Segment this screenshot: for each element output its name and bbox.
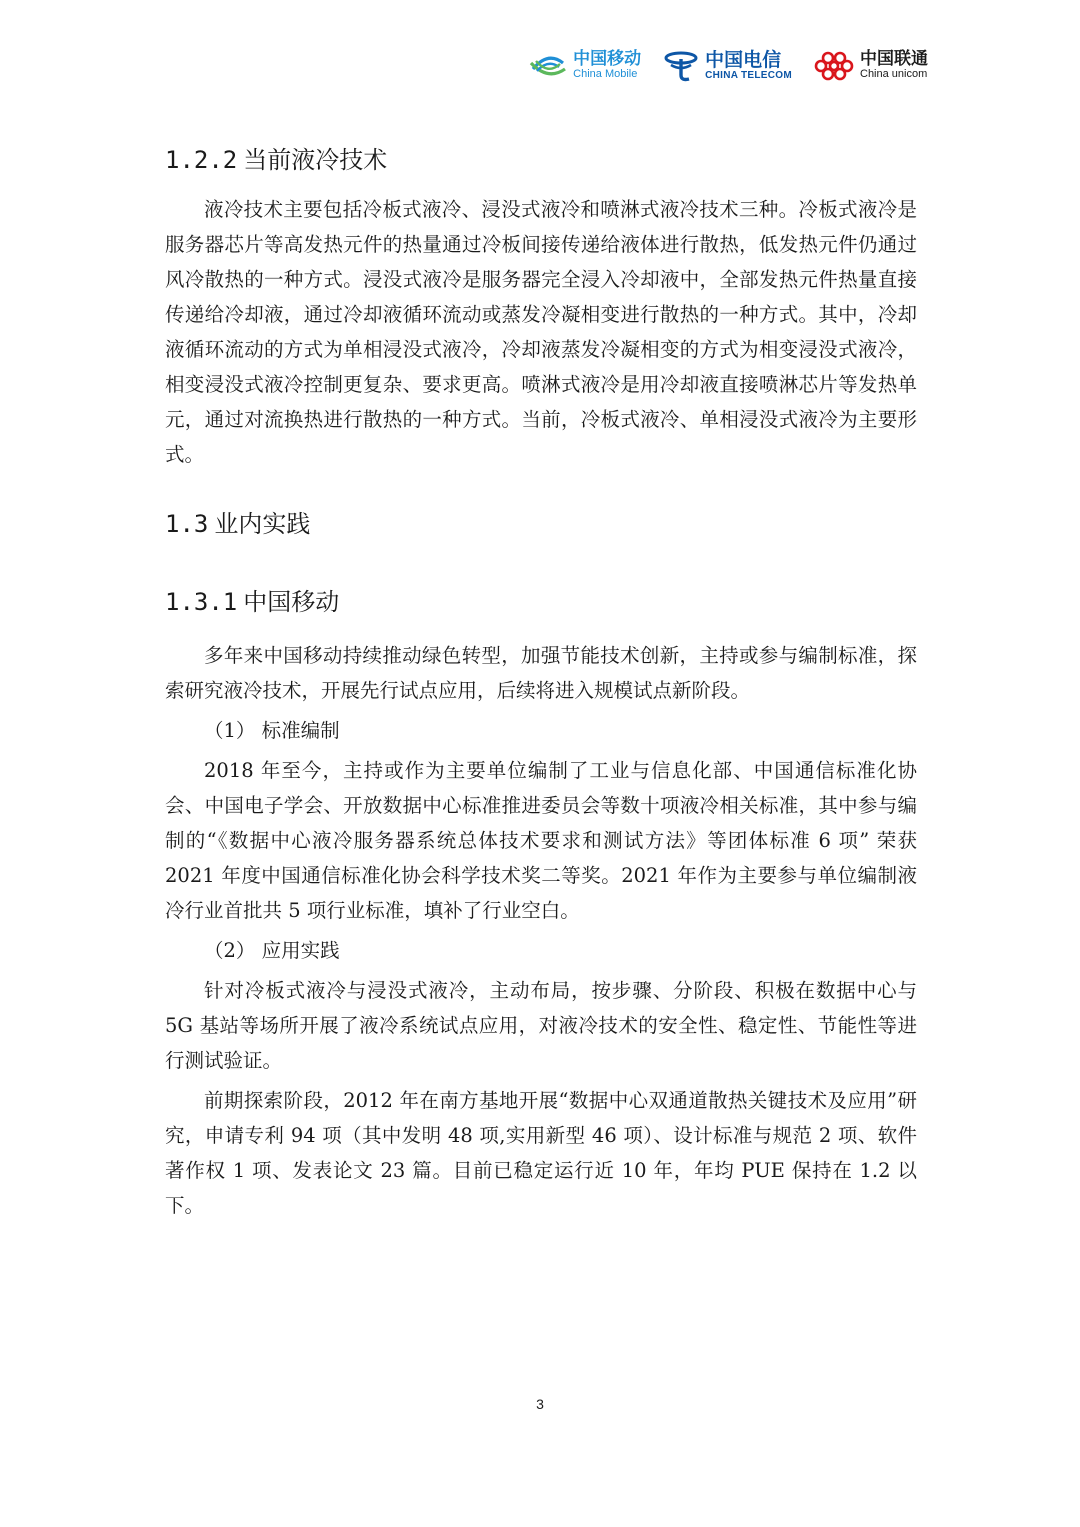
- section-number: 1.2.2: [165, 146, 238, 174]
- paragraph-liquid-cooling: 液冷技术主要包括冷板式液冷、浸没式液冷和喷淋式液冷技术三种。冷板式液冷是服务器芯片等高发热元件的热量通过冷板间接传递给液体进行散热，低发热元件仍通过风冷散热的一种方式。浸没式液冷是服务器完全浸入冷却液中，全部发热元件热量直接传递给冷却液，通过冷却液循环流动或蒸发冷凝相变进行散热的一种方式。其中，冷却液循环流动的方式为单相浸没式液冷，冷却液蒸发冷凝相变的方式为相变浸没式液冷，相变浸没式液冷控制更复杂、要求更高。喷淋式液冷是用冷却液直接喷淋芯片等发热单元，通过对流换热进行散热的一种方式。当前，冷板式液冷、单相浸没式液冷为主要形式。: [165, 198, 917, 466]
- document-body: [165, 140, 917, 1223]
- china-mobile-logo: [529, 49, 641, 83]
- section-title: 当前液冷技术: [243, 146, 388, 174]
- china-unicom-logo-icon: [814, 48, 854, 84]
- china-telecom-name-en: CHINA TELECOM: [705, 69, 792, 81]
- china-unicom-name-cn: 中国联通: [860, 49, 928, 70]
- paragraph-intro: 多年来中国移动持续推动绿色转型，加强节能技术创新，主持或参与编制标准，探索研究液冷技术，开展先行试点应用，后续将进入规模试点新阶段。: [165, 644, 917, 702]
- section-heading-1-3-1: [165, 582, 917, 622]
- subheading-application: （2） 应用实践: [204, 939, 340, 962]
- china-telecom-logo-icon: [663, 49, 699, 83]
- paragraph-application-2: 前期探索阶段，2012 年在南方基地开展“数据中心双通道散热关键技术及应用”研究，申请专利 94 项（其中发明 48 项,实用新型 46 项）、设计标准与规范 2 项、软件著作权 1 项、发表论文 23 篇。目前已稳定运行近 10 年，年均 PUE 保持在 1.2 以下。: [165, 1089, 917, 1217]
- china-unicom-logo: [814, 48, 928, 84]
- page-number: 3: [536, 1396, 544, 1412]
- china-mobile-name-cn: 中国移动: [573, 49, 642, 70]
- section-heading-1-2-2: [165, 140, 917, 180]
- section-title: 中国移动: [243, 588, 340, 616]
- paragraph-standards: 2018 年至今，主持或作为主要单位编制了工业与信息化部、中国通信标准化协会、中国电子学会、开放数据中心标准推进委员会等数十项液冷相关标准，其中参与编制的“《数据中心液冷服务器系统总体技术要求和测试方法》等团体标准 6 项” 荣获 2021 年度中国通信标准化协会科学技术奖二等奖。2021 年作为主要参与单位编制液冷行业首批共 5 项行业标准，填补了行业空白。: [165, 759, 917, 922]
- section-title: 业内实践: [214, 510, 311, 538]
- section-heading-1-3: [165, 504, 917, 544]
- china-telecom-name-cn: 中国电信: [705, 48, 782, 71]
- paragraph-application-1: 针对冷板式液冷与浸没式液冷，主动布局，按步骤、分阶段、积极在数据中心与 5G 基站等场所开展了液冷系统试点应用，对液冷技术的安全性、稳定性、节能性等进行测试验证。: [165, 979, 917, 1072]
- china-telecom-logo: [663, 49, 792, 83]
- section-number: 1.3.1: [165, 588, 238, 616]
- china-mobile-logo-icon: [529, 49, 567, 83]
- china-unicom-name-en: China unicom: [860, 68, 928, 81]
- section-number: 1.3: [165, 510, 209, 538]
- header-logos: [529, 48, 928, 84]
- subheading-standards: （1） 标准编制: [204, 719, 340, 742]
- china-mobile-name-en: China Mobile: [573, 68, 638, 81]
